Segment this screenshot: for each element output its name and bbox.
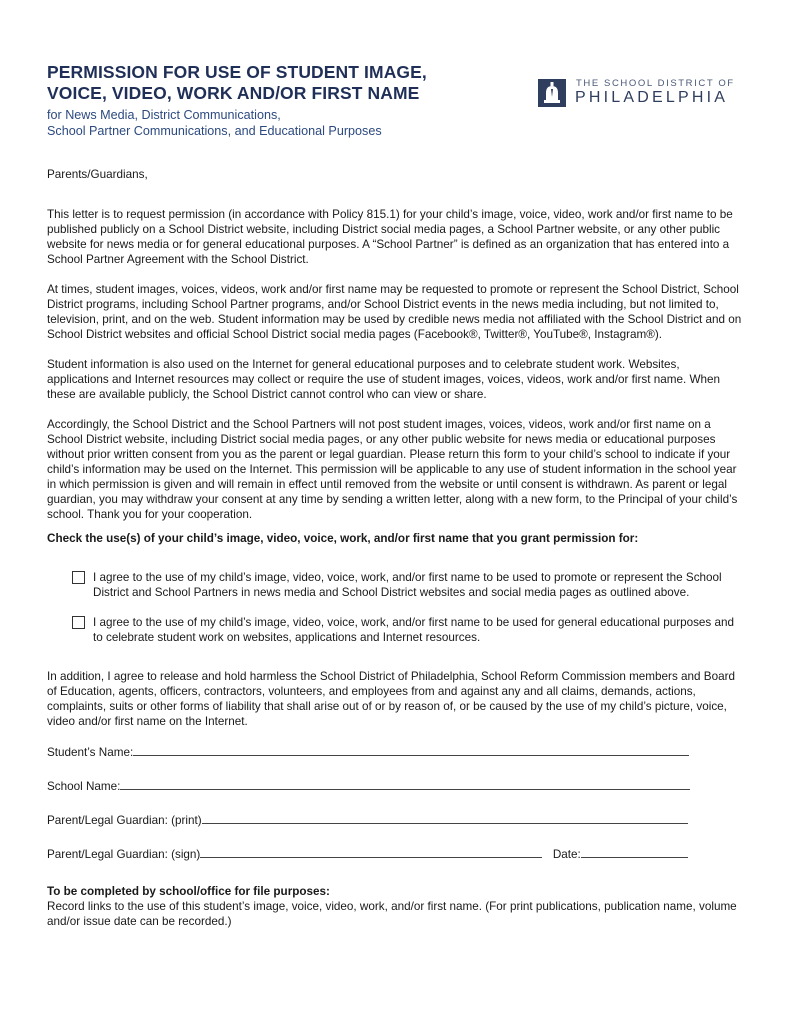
paragraph-news-media: At times, student images, voices, videos, work and/or first name may be requested to promote or represent the School District, School District programs, including School Partner programs, and/or School District events in the news media including, but not limited to, television, print, and on the web. Student information may be used by credible news media not affiliated with the School District and on School District websites and official School District social media pages (Facebook®, Twitter®, YouTube®, Instagram®). xyxy=(47,283,742,341)
guardian-sign-row xyxy=(47,846,742,862)
logo-main-text: PHILADELPHIA xyxy=(575,89,729,106)
paragraph-policy-request: This letter is to request permission (in accordance with Policy 815.1) for your child’s image, voice, video, work and/or first name to be published publicly on a School District website, including District social media pages, a School Partner website, or any other public website for news media or for general educational purposes. A “School Partner” is defined as an organization that has entered into a School Partner Agreement with the School District. xyxy=(47,208,733,266)
office-use-text: Record links to the use of this student’s image, voice, video, work, and/or first name. (For print publications, publication name, volume and/or issue date can be recorded.) xyxy=(47,900,737,928)
educational-checkbox[interactable] xyxy=(72,616,85,629)
guardian-print-field[interactable] xyxy=(202,812,688,824)
office-use-heading: To be completed by school/office for file purposes: xyxy=(47,885,330,898)
logo-top-text: THE SCHOOL DISTRICT OF xyxy=(576,78,735,89)
news-media-option-label: I agree to the use of my child’s image, video, voice, work, and/or first name to be used to promote or represent the School District and School Partners in news media and School District websites and social media pages as outlined above. xyxy=(93,571,722,599)
release-paragraph: In addition, I agree to release and hold harmless the School District of Philadelphia, School Reform Commission members and Board of Education, agents, officers, contractors, volunteers, and employees from and against any and all claims, demands, actions, complaints, suits or other forms of liability that shall arise out of or by reason of, or be caused by the use of my child’s picture, voice, video and/or first name on the Internet. xyxy=(47,670,735,728)
guardian-print-row xyxy=(47,812,742,828)
school-name-field[interactable] xyxy=(120,778,690,790)
subtitle-line-2: School Partner Communications, and Educational Purposes xyxy=(47,123,382,138)
school-name-label: School Name: xyxy=(47,780,121,793)
guardian-sign-field[interactable] xyxy=(200,846,542,858)
permission-option-news-media xyxy=(47,570,742,600)
liberty-bell-logo-icon xyxy=(538,79,566,107)
educational-option-label: I agree to the use of my child’s image, video, voice, work, and/or first name to be used for general educational purposes and to celebrate student work on websites, applications and Internet resources. xyxy=(93,616,735,644)
student-name-row xyxy=(47,744,742,760)
paragraph-consent: Accordingly, the School District and the School Partners will not post student images, voices, videos, work and/or first name on a School District website, including District social media pages, or any other public website for news media or educational purposes without prior written consent from you as the parent or legal guardian. Please return this form to your child’s school to indicate if your child’s information may be used on the Internet. This permission will be applicable to any use of student information in the school year in which permission is given and will remain in effect until removed from the website or until consent is withdrawn. As parent or legal guardian, you may withdraw your consent at any time by sending a written letter, along with a new form, to the Principal of your child’s school. Thank you for your cooperation. xyxy=(47,418,738,521)
school-name-row xyxy=(47,778,742,794)
paragraph-educational-use: Student information is also used on the Internet for general educational purposes and to celebrate student work. Websites, applications and Internet resources may collect or require the use of student images, voices, videos, work and/or first name. When these are available publicly, the School District cannot control who can view or share. xyxy=(47,358,721,401)
title-line-1: PERMISSION FOR USE OF STUDENT IMAGE, xyxy=(47,62,427,82)
permission-heading: Check the use(s) of your child’s image, video, voice, work, and/or first name that you grant permission for: xyxy=(47,532,639,545)
date-field[interactable] xyxy=(581,846,688,858)
student-name-label: Student’s Name: xyxy=(47,746,134,759)
title-line-2: VOICE, VIDEO, WORK AND/OR FIRST NAME xyxy=(47,83,420,103)
guardian-print-label: Parent/Legal Guardian: (print) xyxy=(47,814,202,827)
form-title xyxy=(47,62,427,104)
district-logo xyxy=(538,77,753,109)
student-name-field[interactable] xyxy=(133,744,689,756)
form-subtitle xyxy=(47,108,382,139)
news-media-checkbox[interactable] xyxy=(72,571,85,584)
subtitle-line-1: for News Media, District Communications, xyxy=(47,108,281,122)
guardian-sign-label: Parent/Legal Guardian: (sign) xyxy=(47,848,201,861)
salutation: Parents/Guardians, xyxy=(47,168,148,181)
letter-body xyxy=(47,167,742,929)
permission-option-educational xyxy=(47,615,742,645)
date-label: Date: xyxy=(552,848,581,861)
